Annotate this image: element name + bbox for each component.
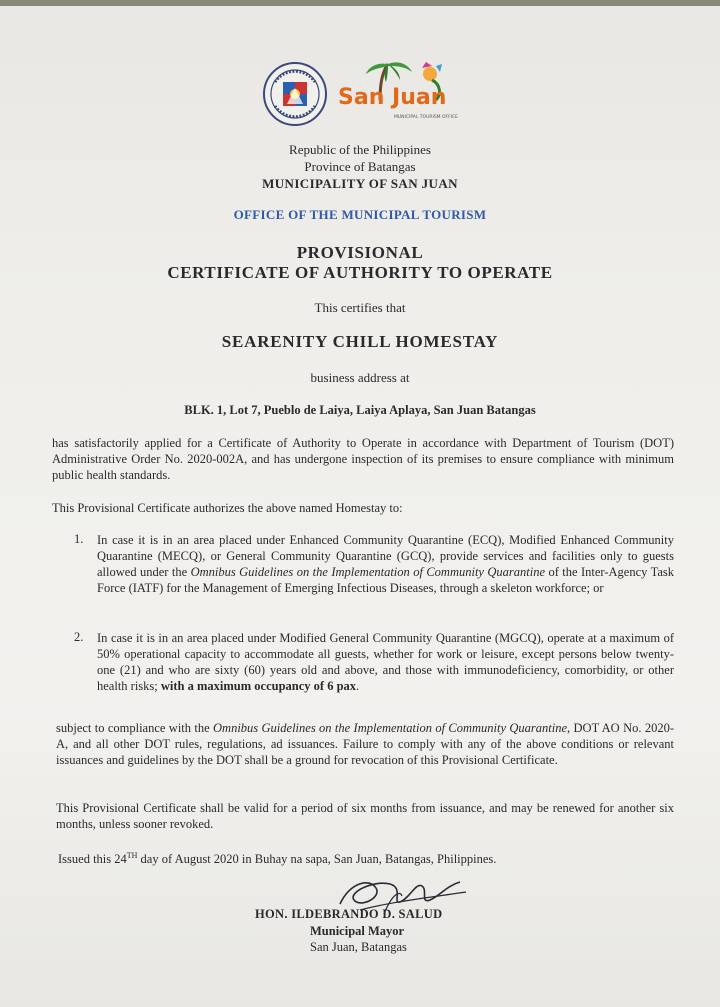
header-republic: Republic of the Philippines bbox=[289, 142, 431, 157]
list-item-2-text-a: In case it is in an area placed under Modified General Community Quarantine (MGCQ), operate at a maximum of 50% operational capacity to accommodate all guests, whether for work or leisure, except persons below twenty-one (21) and who are sixty (60) years old and above, and those with immunodeficiency, comorbidity, or other health risks; bbox=[97, 631, 674, 693]
tourism-office-logo-icon bbox=[336, 60, 458, 124]
list-item-2 bbox=[97, 630, 674, 694]
list-number-2: 2. bbox=[74, 630, 84, 644]
issued-text-b: day of August 2020 in Buhay na sapa, San Juan, Batangas, Philippines. bbox=[137, 852, 497, 867]
title-provisional: PROVISIONAL bbox=[296, 243, 424, 262]
header-municipality: MUNICIPALITY OF SAN JUAN bbox=[262, 176, 458, 191]
address-label: business address at bbox=[310, 370, 410, 385]
paragraph-subject-to-a: subject to compliance with the bbox=[56, 721, 214, 735]
list-item-1-guidelines: Omnibus Guidelines on the Implementation of Community Quarantine bbox=[190, 565, 546, 579]
business-name: SEARENITY CHILL HOMESTAY bbox=[221, 332, 499, 351]
issued-text-a: Issued this 24 bbox=[58, 852, 127, 867]
list-number-1: 1. bbox=[74, 532, 84, 546]
business-address: BLK. 1, Lot 7, Pueblo de Laiya, Laiya Aplaya, San Juan Batangas bbox=[184, 403, 536, 417]
signatory-place: San Juan, Batangas bbox=[310, 940, 407, 954]
paragraph-authorization: This Provisional Certificate authorizes the above named Homestay to: bbox=[52, 501, 403, 515]
signatory-title: Municipal Mayor bbox=[310, 924, 405, 938]
max-occupancy: with a maximum occupancy of 6 pax bbox=[160, 679, 357, 693]
page-top-edge bbox=[0, 0, 720, 6]
office-name: OFFICE OF THE MUNICIPAL TOURISM bbox=[233, 207, 487, 222]
list-item-1-text-b: of the Inter-Agency Task Force (IATF) for the Management of Emerging Infectious Diseases, through a skeleton workforce; or bbox=[97, 565, 674, 595]
issued-line bbox=[58, 848, 676, 867]
title-certificate: CERTIFICATE OF AUTHORITY TO OPERATE bbox=[167, 263, 553, 282]
tourism-logo-text: San Juan bbox=[338, 85, 447, 110]
issued-superscript: TH bbox=[126, 851, 138, 860]
tourism-logo-subtext: MUNICIPAL TOURISM OFFICE bbox=[394, 115, 458, 120]
signatory-name: HON. ILDEBRANDO D. SALUD bbox=[255, 907, 443, 921]
paragraph-validity: This Provisional Certificate shall be valid for a period of six months from issuance, and may be renewed for another six months, unless sooner revoked. bbox=[56, 801, 674, 831]
paragraph-compliance: has satisfactorily applied for a Certificate of Authority to Operate in accordance with Department of Tourism (DOT) Administrative Order No. 2020-002A, and has undergone inspection of its premises to ensure compliance with minimum public health standards. bbox=[52, 436, 674, 482]
paragraph-subject-to bbox=[56, 720, 674, 768]
list-item-1 bbox=[97, 532, 674, 596]
paragraph-subject-to-b: , DOT AO No. 2020-A, and all other DOT rules, regulations, ad issuances. Failure to comply with any of the above conditions or relevant issuances and guidelines by the DOT shall be a ground for revocation of this Provisional Certificate. bbox=[56, 721, 674, 767]
header-province: Province of Batangas bbox=[304, 159, 416, 174]
municipal-seal-icon bbox=[261, 62, 329, 126]
list-item-1-text-a: In case it is in an area placed under Enhanced Community Quarantine (ECQ), Modified Enhanced Community Quarantine (MECQ), or General Community Quarantine (GCQ), provide services and facilities only to guests allowed under the bbox=[97, 533, 674, 579]
certifies-text: This certifies that bbox=[314, 300, 406, 315]
paragraph-subject-to-guidelines: Omnibus Guidelines on the Implementation of Community Quarantine bbox=[213, 721, 568, 735]
list-item-2-end: . bbox=[356, 679, 360, 693]
